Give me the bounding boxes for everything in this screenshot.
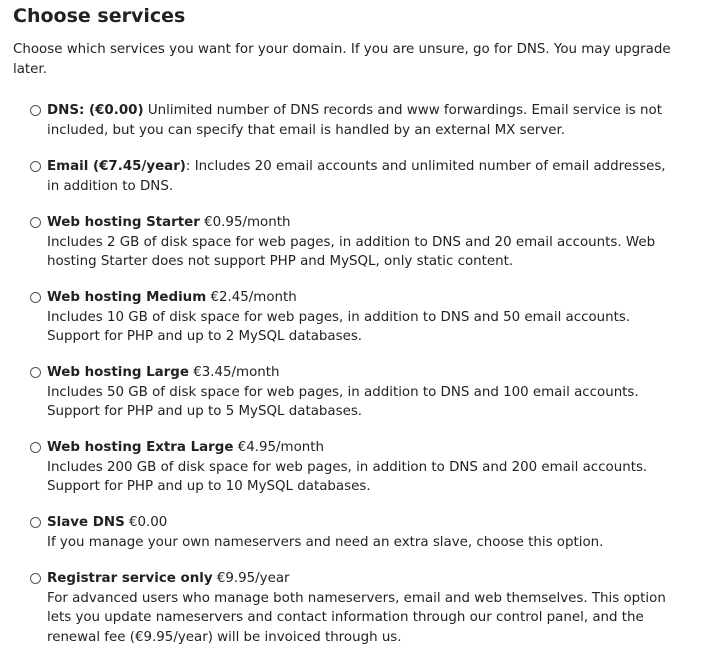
- option-dns-text: [47, 101, 667, 140]
- option-web-medium-name: Web hosting Medium: [47, 290, 207, 305]
- radio-slave-dns[interactable]: [30, 517, 41, 528]
- radio-web-extra-large[interactable]: [30, 442, 41, 453]
- option-web-large-desc: Includes 50 GB of disk space for web pages, in addition to DNS and 100 email accounts. Support for PHP and up to 5 MySQL databases.: [47, 384, 639, 419]
- option-web-extra-large-text: [47, 438, 667, 497]
- option-slave-dns-text: [47, 513, 667, 552]
- page-title: Choose services: [13, 5, 186, 27]
- option-slave-dns-name: Slave DNS: [47, 515, 125, 530]
- option-dns-name: DNS: (€0.00): [47, 103, 144, 118]
- option-web-starter-name: Web hosting Starter: [47, 215, 200, 230]
- option-web-starter-desc: Includes 2 GB of disk space for web pages, in addition to DNS and 20 email accounts. Web hosting Starter does not support PHP and MySQL, only static content.: [47, 234, 656, 269]
- radio-registrar[interactable]: [30, 573, 41, 584]
- option-web-large-name: Web hosting Large: [47, 365, 189, 380]
- option-web-starter-text: [47, 213, 667, 272]
- option-registrar-desc: For advanced users who manage both nameservers, email and web themselves. This option lets you update nameservers and contact information through our control panel, and the renewal fee (€9.95/year) will be invoiced through us.: [47, 590, 666, 645]
- option-web-starter-price: €0.95/month: [204, 215, 291, 230]
- option-registrar-text: [47, 569, 667, 647]
- option-web-extra-large-name: Web hosting Extra Large: [47, 440, 234, 455]
- intro-text: Choose which services you want for your domain. If you are unsure, go for DNS. You may upgrade later.: [13, 42, 671, 77]
- option-web-large-price: €3.45/month: [193, 365, 280, 380]
- option-email-text: [47, 157, 667, 196]
- option-web-medium-text: [47, 288, 667, 347]
- option-registrar-price: €9.95/year: [216, 571, 290, 586]
- radio-dns[interactable]: [30, 105, 41, 116]
- option-email-colon: :: [185, 159, 191, 174]
- option-email-desc: Includes 20 email accounts and unlimited number of email addresses, in addition to DNS.: [47, 159, 666, 194]
- option-web-extra-large-desc: Includes 200 GB of disk space for web pages, in addition to DNS and 200 email accounts. Support for PHP and up to 10 MySQL databases.: [47, 459, 648, 494]
- option-slave-dns-price: €0.00: [128, 515, 168, 530]
- option-dns-desc: Unlimited number of DNS records and www forwardings. Email service is not included, but you can specify that email is handled by an external MX server.: [47, 103, 662, 138]
- option-web-extra-large-price: €4.95/month: [237, 440, 325, 455]
- radio-web-medium[interactable]: [30, 292, 41, 303]
- option-web-medium-price: €2.45/month: [210, 290, 297, 305]
- option-web-large-text: [47, 363, 667, 422]
- option-email-name: Email (€7.45/year): [47, 159, 186, 174]
- radio-web-starter[interactable]: [30, 217, 41, 228]
- radio-web-large[interactable]: [30, 367, 41, 378]
- option-web-medium-desc: Includes 10 GB of disk space for web pages, in addition to DNS and 50 email accounts. Support for PHP and up to 2 MySQL databases.: [47, 309, 631, 344]
- option-registrar-name: Registrar service only: [47, 571, 213, 586]
- option-slave-dns-desc: If you manage your own nameservers and need an extra slave, choose this option.: [47, 534, 604, 550]
- radio-email[interactable]: [30, 161, 41, 172]
